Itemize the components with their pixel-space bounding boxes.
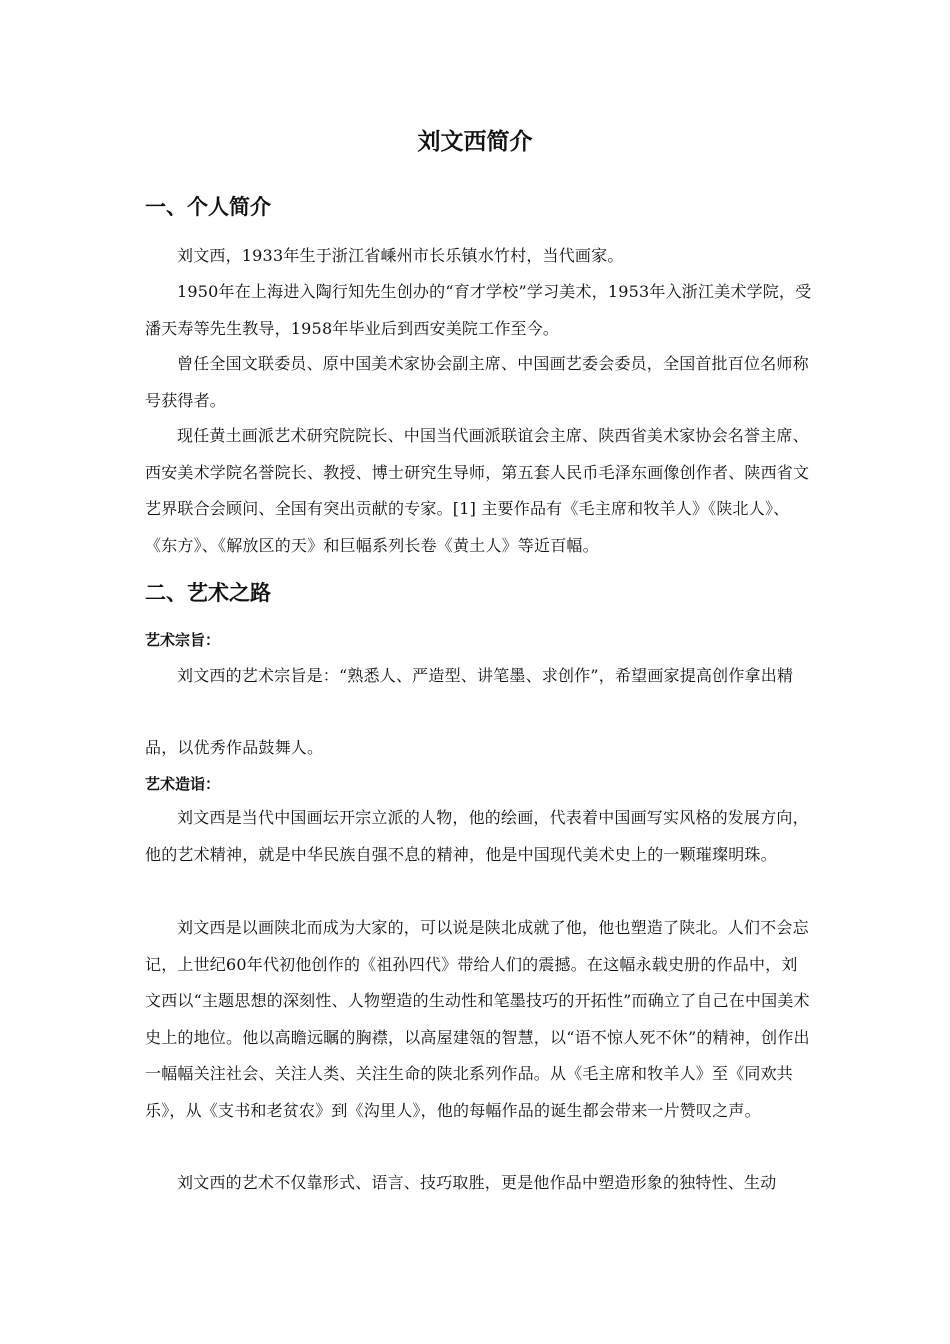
- paragraph: 刘文西，1933年生于浙江省嵊州市长乐镇水竹村，当代画家。: [177, 246, 624, 265]
- paragraph: 刘文西的艺术宗旨是：“熟悉人、严造型、讲笔墨、求创作”，希望画家提高创作拿出精: [177, 666, 794, 685]
- section-heading-art-path: 二、艺术之路: [145, 581, 271, 605]
- section-heading-personal: 一、个人简介: [145, 195, 271, 219]
- subheading-art-attainment: 艺术造诣：: [145, 775, 221, 793]
- paragraph: 曾任全国文联委员、原中国美术家协会副主席、中国画艺委会委员，全国首批百位名师称号获得者。: [145, 354, 809, 410]
- paragraph: 刘文西是当代中国画坛开宗立派的人物，他的绘画，代表着中国画写实风格的发展方向，他的艺术精神，就是中华民族自强不息的精神，他是中国现代美术史上的一颗璀璨明珠。: [145, 808, 809, 864]
- subheading-art-purpose: 艺术宗旨：: [145, 631, 221, 649]
- paragraph-continuation: 品，以优秀作品鼓舞人。: [145, 738, 324, 757]
- paragraph: 刘文西的艺术不仅靠形式、语言、技巧取胜，更是他作品中塑造形象的独特性、生动: [177, 1173, 777, 1192]
- paragraph: 刘文西是以画陕北而成为大家的，可以说是陕北成就了他，他也塑造了陕北。人们不会忘记，上世纪60年代初他创作的《祖孙四代》带给人们的震撼。在这幅永载史册的作品中，刘文西以“主题思想的深刻性、人物塑造的生动性和笔墨技巧的开拓性”而确立了自己在中国美术史上的地位。他以高瞻远瞩的胸襟，以高屋建瓴的智慧，以“语不惊人死不休”的精神，创作出一幅幅关注社会、关注人类、关注生命的陕北系列作品。从《毛主席和牧羊人》至《同欢共乐》，从《支书和老贫农》到《沟里人》，他的每幅作品的诞生都会带来一片赞叹之声。: [145, 918, 810, 1120]
- paragraph: 1950年在上海进入陶行知先生创办的“育才学校”学习美术，1953年入浙江美术学院，受潘天寿等先生教导，1958年毕业后到西安美院工作至今。: [145, 282, 812, 338]
- paragraph: 现任黄土画派艺术研究院院长、中国当代画派联谊会主席、陕西省美术家协会名誉主席、西安美术学院名誉院长、教授、博士研究生导师，第五套人民币毛泽东画像创作者、陕西省文艺界联合会顾问、全国有突出贡献的专家。[1] 主要作品有《毛主席和牧羊人》《陕北人》、《东方》、《解放区的天》和巨幅系列长卷《黄土人》等近百幅。: [145, 426, 810, 555]
- page-title: 刘文西简介: [417, 129, 533, 155]
